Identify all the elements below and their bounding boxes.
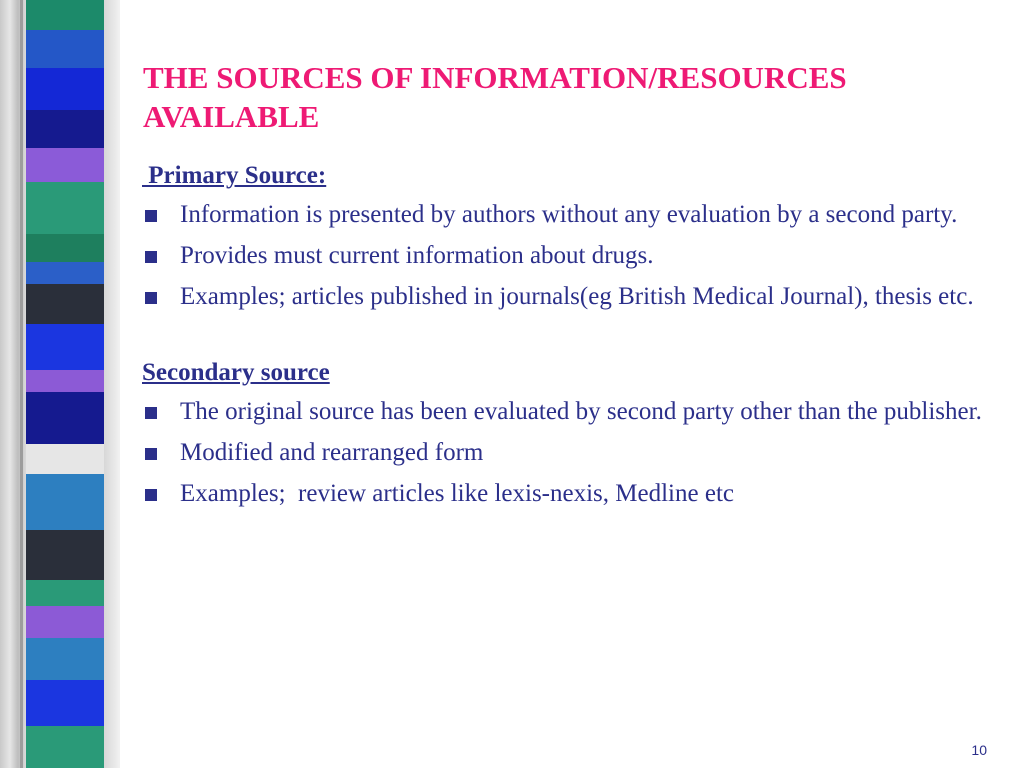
- bullet-list: [142, 395, 1002, 511]
- strip-block: [26, 680, 104, 726]
- strip-block: [26, 148, 104, 182]
- strip-block: [26, 68, 104, 110]
- strip-block: [26, 638, 104, 680]
- strip-block: [26, 30, 104, 68]
- page-number: 10: [971, 742, 987, 758]
- strip-block: [26, 284, 104, 324]
- section-heading: Primary Source:: [142, 162, 327, 189]
- bullet-list: [142, 198, 1002, 314]
- secondary-source-section: [142, 357, 1002, 511]
- strip-block: [26, 606, 104, 638]
- section-spacer: [142, 321, 1002, 357]
- list-item: [142, 239, 1002, 273]
- decorative-side-strip: [0, 0, 120, 768]
- list-item: [142, 395, 1002, 429]
- strip-block: [26, 726, 104, 768]
- strip-block: [26, 0, 104, 30]
- square-bullet-icon: [145, 210, 157, 222]
- square-bullet-icon: [145, 251, 157, 263]
- square-bullet-icon: [145, 292, 157, 304]
- slide-content: [142, 160, 1002, 518]
- slide-title: THE SOURCES OF INFORMATION/RESOURCES AVAILABLE: [143, 60, 847, 134]
- strip-rib: [20, 0, 23, 768]
- strip-block: [26, 262, 104, 284]
- list-item: [142, 436, 1002, 470]
- bullet-text: Examples; review articles like lexis-nexis, Medline etc: [180, 480, 734, 507]
- list-item: [142, 198, 1002, 232]
- strip-block: [26, 392, 104, 444]
- strip-block: [26, 110, 104, 148]
- bullet-text: The original source has been evaluated by second party other than the publisher.: [180, 398, 982, 425]
- list-item: [142, 477, 1002, 511]
- strip-block: [26, 324, 104, 370]
- strip-block: [26, 580, 104, 606]
- bullet-text: Information is presented by authors without any evaluation by a second party.: [180, 201, 958, 228]
- primary-source-section: [142, 160, 1002, 314]
- bullet-text: Provides must current information about drugs.: [180, 242, 654, 269]
- list-item: [142, 280, 1002, 314]
- square-bullet-icon: [145, 407, 157, 419]
- strip-block: [26, 444, 104, 474]
- strip-block: [26, 234, 104, 262]
- section-heading: Secondary source: [142, 359, 330, 386]
- square-bullet-icon: [145, 448, 157, 460]
- strip-block: [26, 370, 104, 392]
- strip-block: [26, 530, 104, 580]
- square-bullet-icon: [145, 489, 157, 501]
- bullet-text: Modified and rearranged form: [180, 439, 484, 466]
- strip-block: [26, 474, 104, 530]
- strip-block: [26, 182, 104, 234]
- bullet-text: Examples; articles published in journals(eg British Medical Journal), thesis etc.: [180, 283, 974, 310]
